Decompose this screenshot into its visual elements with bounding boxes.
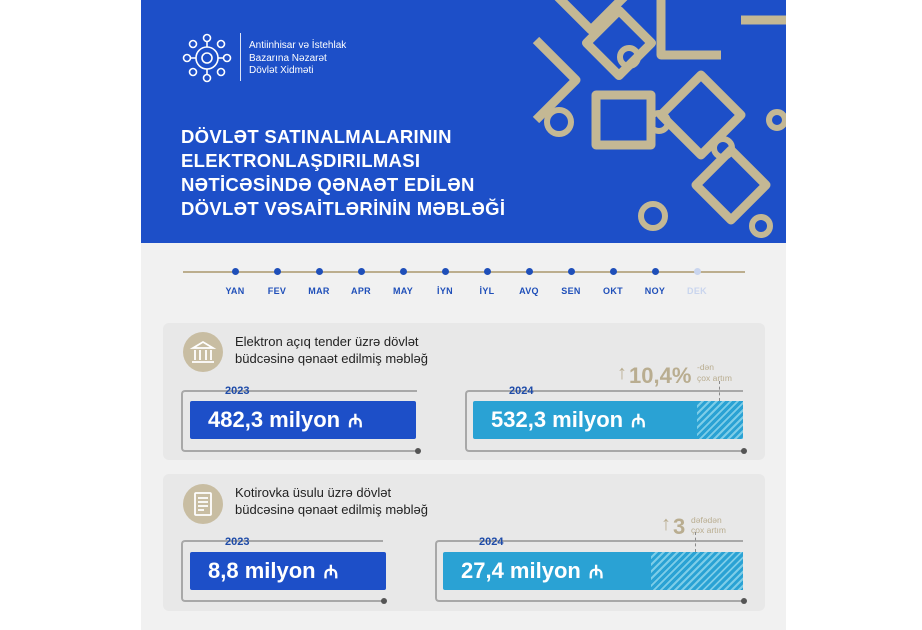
- card-quotation-method: [163, 474, 765, 611]
- card-title-line: Kotirovka üsulu üzrə dövlət: [235, 485, 392, 500]
- timeline-month-5: [383, 262, 423, 296]
- manat-icon: ₼: [323, 562, 339, 582]
- growth-hatch: [651, 552, 743, 590]
- timeline-month-12: [677, 262, 717, 296]
- headline-line: ELEKTRONLAŞDIRILMASI: [181, 150, 421, 171]
- timeline-dot: [358, 268, 365, 275]
- agency-logo-icon: [181, 32, 233, 84]
- year-label-2024: 2024: [479, 536, 504, 548]
- header-banner: [141, 0, 786, 243]
- timeline-month-9: [551, 262, 591, 296]
- timeline-month-4: [341, 262, 381, 296]
- timeline-month-6: [425, 262, 465, 296]
- value-box-2023: [190, 552, 386, 590]
- timeline-month-label: YAN: [225, 286, 245, 296]
- timeline-month-label: SEN: [561, 286, 581, 296]
- year-label-2023: 2023: [225, 536, 250, 548]
- logo-separator: [240, 33, 241, 81]
- timeline-month-label: FEV: [267, 286, 287, 296]
- quotation-document-icon: [183, 484, 223, 524]
- value-box-2024: [473, 401, 743, 439]
- timeline-month-2: [257, 262, 297, 296]
- timeline-month-label: İYL: [479, 286, 495, 296]
- timeline-month-label: OKT: [603, 286, 623, 296]
- timeline-month-label: NOY: [644, 286, 666, 296]
- timeline-dot: [568, 268, 575, 275]
- timeline-dot: [232, 268, 239, 275]
- year-label-2024: 2024: [509, 385, 534, 397]
- manat-icon: ₼: [348, 411, 363, 431]
- timeline-dot: [610, 268, 617, 275]
- growth-note-line: çox artım: [697, 373, 732, 383]
- timeline-dot: [526, 268, 533, 275]
- value-text-2024: [461, 552, 603, 591]
- card-title-line: büdcəsinə qənaət edilmiş məbləğ: [235, 351, 428, 366]
- month-timeline: [183, 262, 745, 302]
- amount-2024: 27,4 milyon: [461, 558, 581, 583]
- agency-name-line: Bazarına Nəzarət: [249, 52, 327, 64]
- agency-name: [249, 40, 346, 78]
- timeline-month-label: AVQ: [519, 286, 539, 296]
- timeline-dot: [400, 268, 407, 275]
- timeline-dot: [442, 268, 449, 275]
- value-box-2024: [443, 552, 743, 590]
- growth-note-line: çox artım: [691, 525, 726, 535]
- growth-note-line: -dən: [697, 362, 715, 372]
- card-title: [235, 333, 428, 367]
- arrow-up-icon: ↑: [617, 362, 627, 384]
- card-electronic-tender: [163, 323, 765, 460]
- growth-value: 10,4%: [629, 363, 692, 388]
- growth-note-line: dəfədən: [691, 515, 722, 525]
- timeline-dot: [652, 268, 659, 275]
- year-label-2023: 2023: [225, 385, 250, 397]
- timeline-month-label: DEK: [687, 286, 707, 296]
- infographic-poster: [141, 0, 786, 630]
- amount-2023: 8,8 milyon: [208, 558, 316, 583]
- value-box-2023: [190, 401, 416, 439]
- timeline-month-label: MAY: [392, 286, 414, 296]
- manat-icon: ₼: [588, 562, 604, 582]
- timeline-month-1: [215, 262, 255, 296]
- tender-building-icon: [183, 332, 223, 372]
- value-text-2023: [208, 401, 363, 440]
- timeline-month-7: [467, 262, 507, 296]
- growth-annotation: [617, 361, 767, 391]
- amount-2024: 532,3 milyon: [491, 407, 624, 432]
- headline-line: DÖVLƏT VƏSAİTLƏRİNİN MƏBLƏĞİ: [181, 198, 506, 219]
- arrow-up-icon: ↑: [661, 513, 671, 535]
- timeline-month-label: MAR: [308, 286, 330, 296]
- timeline-dot: [694, 268, 701, 275]
- timeline-dot: [274, 268, 281, 275]
- timeline-month-label: APR: [351, 286, 371, 296]
- card-title-line: büdcəsinə qənaət edilmiş məbləğ: [235, 502, 428, 517]
- timeline-dot: [316, 268, 323, 275]
- headline-line: DÖVLƏT SATINALMALARININ: [181, 126, 452, 147]
- timeline-dot: [484, 268, 491, 275]
- agency-name-line: Dövlət Xidməti: [249, 65, 314, 76]
- agency-name-line: Antiinhisar və İstehlak: [249, 40, 347, 51]
- growth-value: 3: [673, 514, 686, 539]
- card-title-line: Elektron açıq tender üzrə dövlət: [235, 334, 419, 349]
- amount-2023: 482,3 milyon: [208, 407, 341, 432]
- card-title: [235, 484, 428, 518]
- headline-line: NƏTİCƏSİNDƏ QƏNAƏT EDİLƏN: [181, 174, 475, 195]
- manat-icon: ₼: [631, 411, 646, 431]
- growth-annotation: [661, 512, 761, 542]
- timeline-month-3: [299, 262, 339, 296]
- value-text-2024: [491, 401, 646, 440]
- growth-hatch: [697, 401, 743, 439]
- value-text-2023: [208, 552, 338, 591]
- timeline-month-8: [509, 262, 549, 296]
- timeline-month-10: [593, 262, 633, 296]
- timeline-month-11: [635, 262, 675, 296]
- headline: [181, 125, 505, 221]
- timeline-month-label: İYN: [437, 286, 453, 296]
